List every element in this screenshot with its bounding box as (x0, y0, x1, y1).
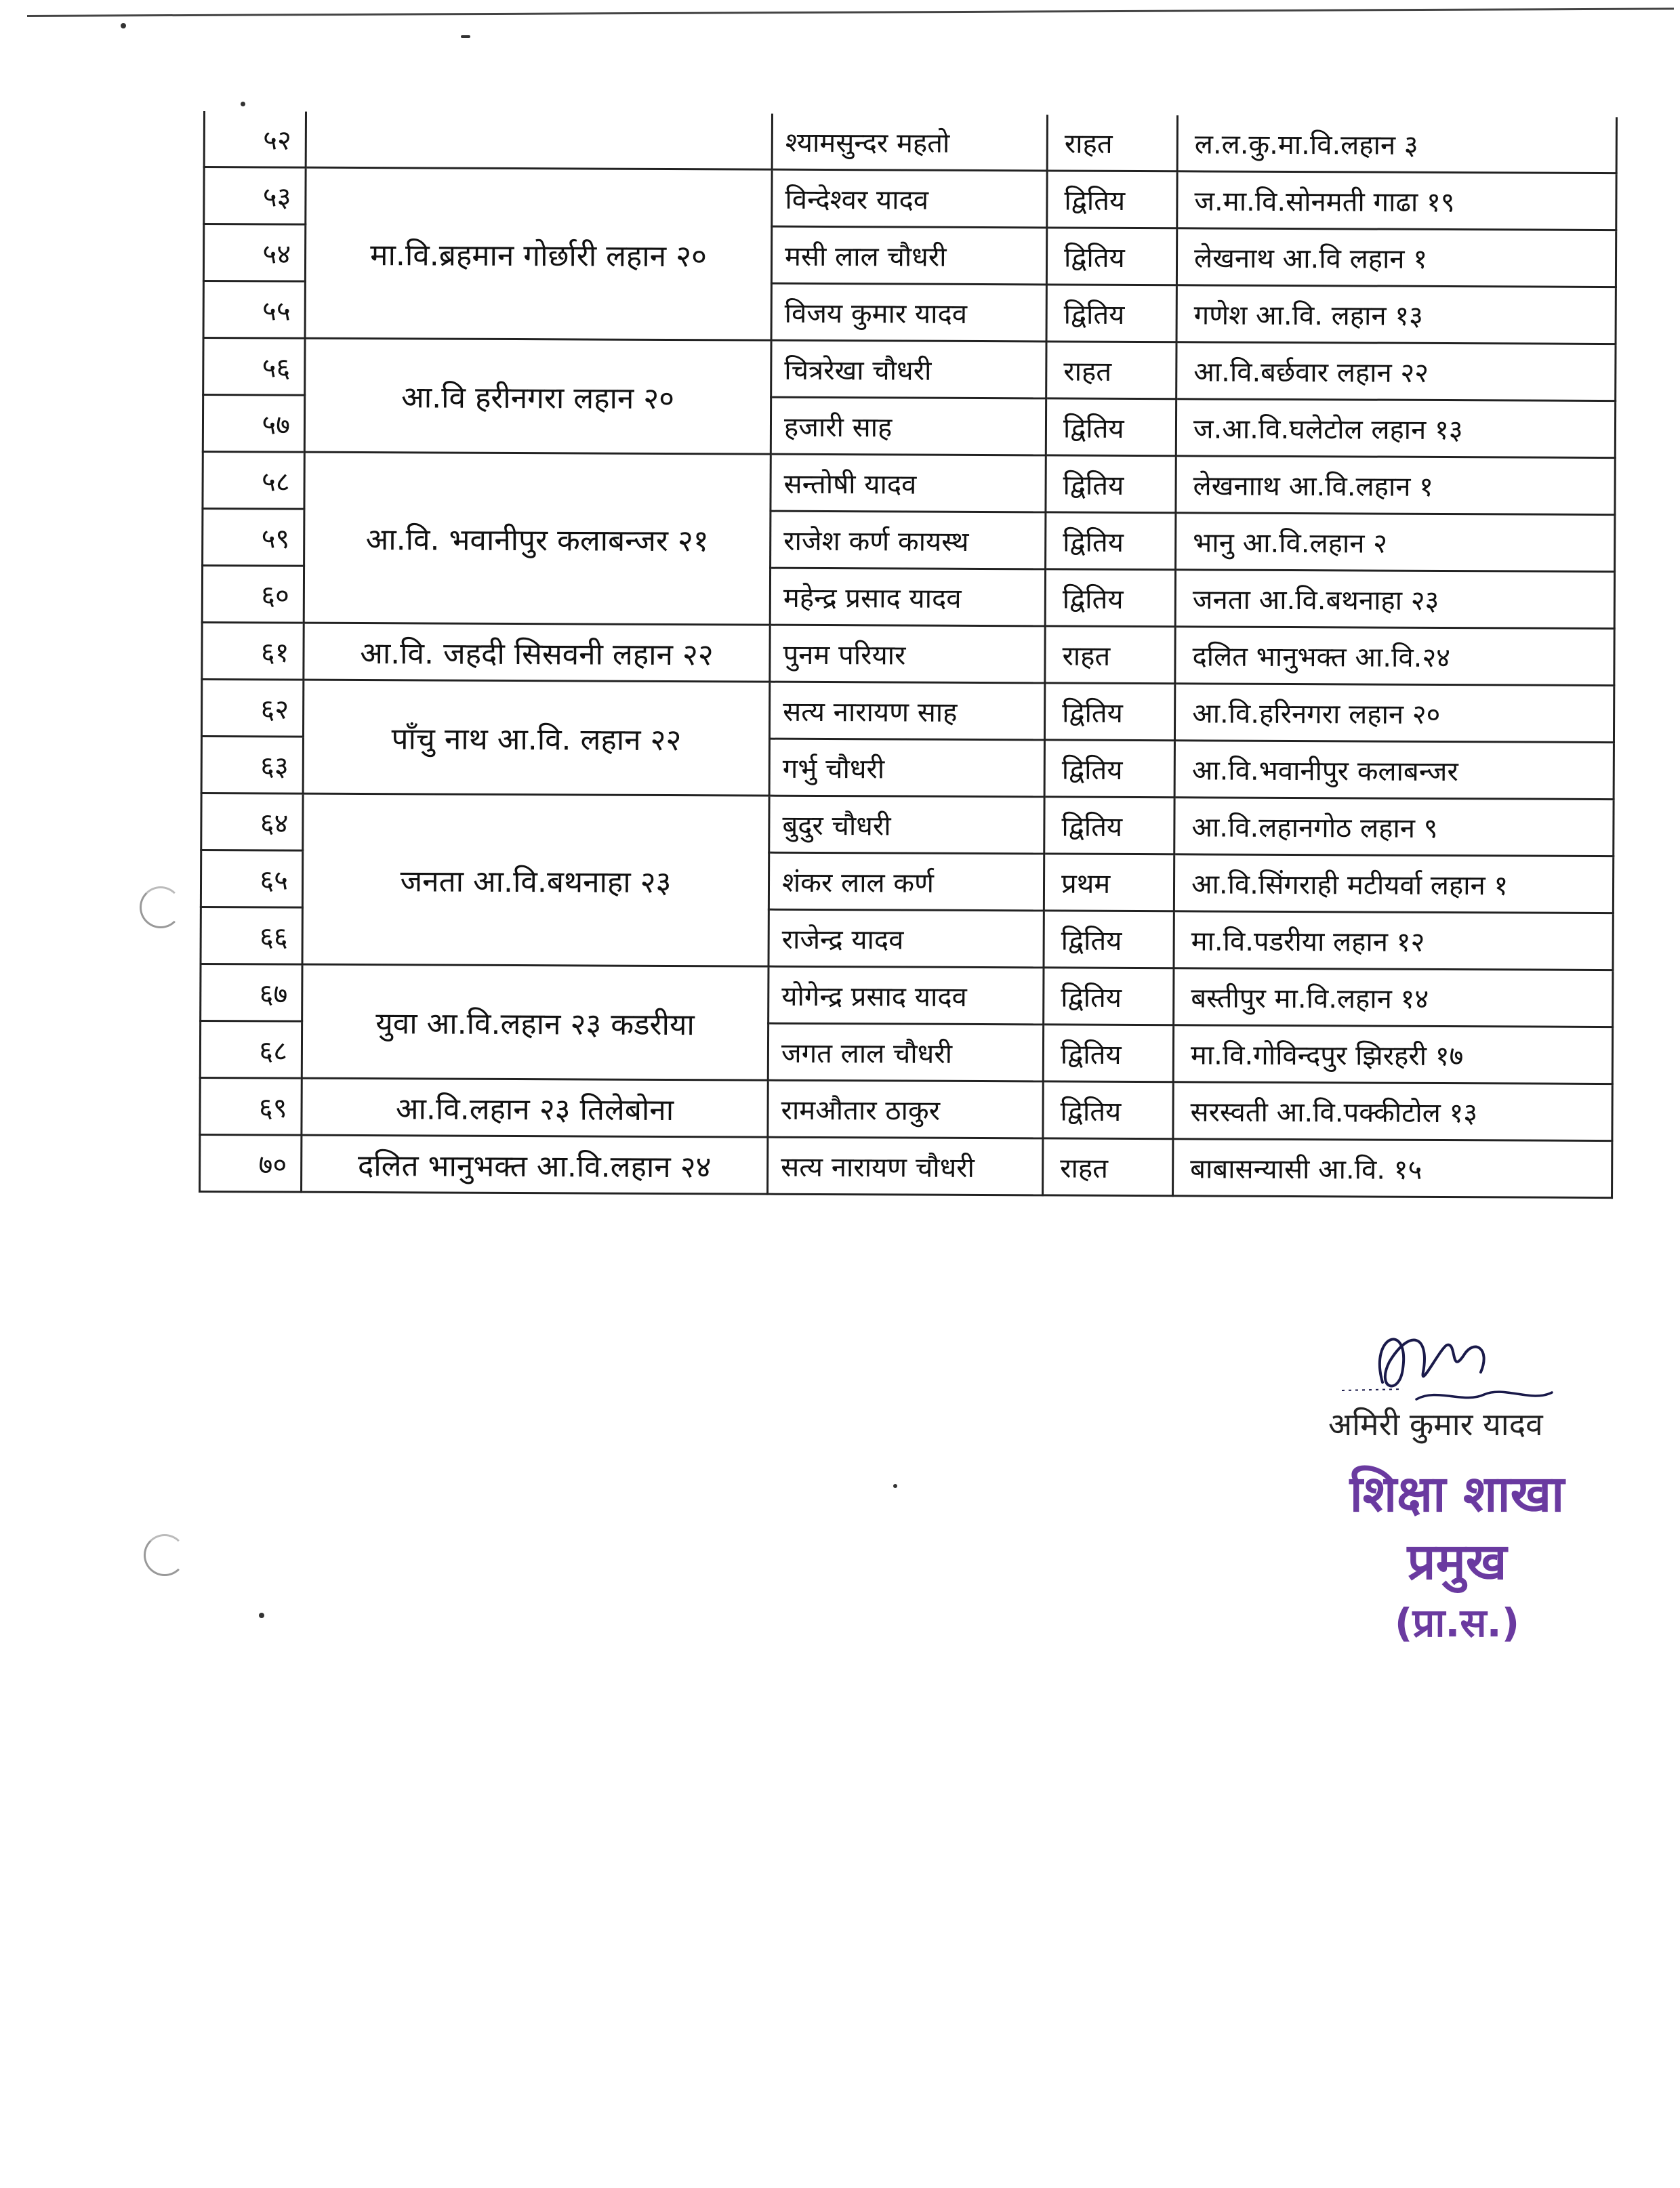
scan-speck (893, 1484, 897, 1488)
teacher-name: श्यामसुन्दर महतो (772, 114, 1047, 171)
teacher-name: चित्ररेखा चौधरी (771, 340, 1046, 398)
school-cell: जनता आ.वि.बथनाहा २३ (302, 793, 769, 966)
school-cell: दलित भानुभक्त आ.वि.लहान २४ (302, 1135, 768, 1194)
row-number: ६५ (201, 850, 302, 907)
school-cell: मा.वि.ब्रहमान गोर्छारी लहान २० (305, 167, 772, 340)
previous-school: बस्तीपुर मा.वि.लहान १४ (1174, 968, 1613, 1027)
row-number: ६६ (201, 907, 302, 964)
teacher-name: गर्भु चौधरी (769, 739, 1044, 797)
teacher-name: हजारी साह (771, 397, 1046, 455)
previous-school: बाबासन्यासी आ.वि. १५ (1173, 1139, 1612, 1198)
row-number: ६९ (200, 1077, 302, 1135)
stamp-subtitle: (प्रा.स.) (1394, 1600, 1520, 1646)
table-row (204, 111, 1616, 173)
previous-school: मा.वि.पडरीया लहान १२ (1174, 911, 1613, 970)
previous-school: दलित भानुभक्त आ.वि.२४ (1175, 627, 1614, 686)
teacher-name: राजेश कर्ण कायस्थ (771, 511, 1046, 569)
table (199, 111, 1618, 1199)
level-cell: राहत (1047, 115, 1177, 171)
table-body (200, 111, 1617, 1198)
teacher-name: शंकर लाल कर्ण (769, 852, 1044, 911)
level-cell: द्वितिय (1043, 1081, 1173, 1139)
school-cell: पाँचु नाथ आ.वि. लहान २२ (303, 680, 770, 796)
level-cell: द्वितिय (1044, 740, 1174, 798)
teacher-name: सत्य नारायण चौधरी (768, 1137, 1043, 1195)
previous-school: आ.वि.बर्छवार लहान २२ (1176, 342, 1616, 401)
school-cell: आ.वि. जहदी सिसवनी लहान २२ (304, 623, 770, 682)
row-number: ५३ (204, 167, 306, 225)
previous-school: आ.वि.लहानगोठ लहान ९ (1174, 798, 1614, 856)
level-cell: द्वितिय (1046, 228, 1176, 285)
level-cell: द्वितिय (1045, 569, 1175, 627)
previous-school: आ.वि.सिंगराही मटीयर्वा लहान १ (1174, 854, 1613, 913)
teacher-name: सन्तोषी यादव (771, 454, 1046, 512)
previous-school: ज.मा.वि.सोनमती गाढा १९ (1177, 171, 1616, 230)
row-number: ७० (200, 1134, 302, 1192)
teacher-name: सत्य नारायण साह (769, 682, 1044, 740)
row-number: ५४ (203, 224, 305, 282)
table-row (201, 964, 1613, 1027)
school-cell: आ.वि. भवानीपुर कलाबन्जर २१ (304, 452, 771, 625)
row-number: ६८ (200, 1020, 302, 1078)
table-row (204, 167, 1616, 230)
level-cell: द्वितिय (1044, 911, 1174, 968)
teacher-name: महेन्द्र प्रसाद यादव (770, 568, 1045, 626)
level-cell: राहत (1043, 1138, 1173, 1196)
level-cell: द्वितिय (1046, 285, 1176, 342)
scan-top-edge-line (27, 7, 1674, 17)
previous-school: ज.आ.वि.घलेटोल लहान १३ (1176, 399, 1615, 458)
previous-school: ल.ल.कु.मा.वि.लहान ३ (1177, 115, 1616, 173)
teacher-name: विन्देश्वर यादव (772, 169, 1047, 228)
scan-speck (259, 1613, 264, 1618)
table-row (203, 338, 1616, 401)
teacher-transfer-table (199, 111, 1616, 1199)
row-number: ५२ (204, 111, 306, 167)
teacher-name: जगत लाल चौधरी (768, 1023, 1043, 1081)
school-cell: आ.वि हरीनगरा लहान २० (304, 338, 771, 454)
level-cell: द्वितिय (1046, 512, 1176, 570)
previous-school: आ.वि.हरिनगरा लहान २० (1174, 684, 1614, 743)
table-row (200, 1077, 1612, 1140)
level-cell: प्रथम (1044, 854, 1174, 911)
teacher-name: योगेन्द्र प्रसाद यादव (769, 966, 1044, 1025)
row-number: ६१ (202, 622, 304, 680)
table-row (201, 679, 1614, 742)
school-cell: युवा आ.वि.लहान २३ कडरीया (302, 964, 769, 1080)
teacher-name: मसी लाल चौधरी (771, 226, 1046, 285)
previous-school: गणेश आ.वि. लहान १३ (1176, 285, 1616, 344)
level-cell: द्वितिय (1046, 398, 1176, 456)
punch-hole-mark (140, 886, 182, 928)
level-cell: द्वितिय (1046, 455, 1176, 513)
previous-school: आ.वि.भवानीपुर कलाबन्जर (1174, 741, 1614, 800)
teacher-name: राजेन्द्र यादव (769, 909, 1044, 968)
teacher-name: रामऔतार ठाकुर (768, 1080, 1043, 1138)
teacher-name: बुदुर चौधरी (769, 796, 1044, 854)
office-stamp (1294, 1460, 1620, 1650)
punch-hole-mark (144, 1534, 186, 1576)
row-number: ५६ (203, 338, 305, 396)
level-cell: द्वितिय (1044, 683, 1174, 741)
table-row (200, 1134, 1612, 1197)
row-number: ६० (202, 566, 304, 623)
school-cell (306, 112, 772, 170)
signatory-name: अमिरी कुमार यादव (1328, 1406, 1543, 1443)
row-number: ६३ (201, 736, 303, 793)
level-cell: द्वितिय (1047, 171, 1177, 228)
level-cell: राहत (1046, 342, 1176, 399)
row-number: ५९ (203, 509, 304, 566)
level-cell: द्वितिय (1044, 968, 1174, 1025)
table-row (201, 793, 1614, 856)
table-row (203, 452, 1615, 515)
level-cell: द्वितिय (1044, 797, 1174, 854)
scan-speck (121, 23, 126, 28)
previous-school: लेखनाथ आ.वि लहान १ (1176, 228, 1616, 287)
previous-school: भानु आ.वि.लहान २ (1176, 513, 1615, 572)
row-number: ५७ (203, 395, 304, 453)
scan-speck (461, 35, 470, 38)
scan-speck (241, 102, 245, 106)
row-number: ६७ (201, 964, 302, 1021)
previous-school: सरस्वती आ.वि.पक्कीटोल १३ (1173, 1082, 1612, 1141)
previous-school: लेखनााथ आ.वि.लहान १ (1176, 456, 1615, 515)
previous-school: मा.वि.गोविन्दपुर झिरहरी १७ (1173, 1025, 1612, 1084)
row-number: ५८ (203, 452, 304, 510)
table-row (202, 622, 1614, 685)
teacher-name: विजय कुमार यादव (771, 283, 1046, 342)
stamp-title: शिक्षा शाखा प्रमुख (1349, 1465, 1565, 1591)
previous-school: जनता आ.वि.बथनाहा २३ (1175, 570, 1614, 629)
row-number: ५५ (203, 281, 305, 339)
row-number: ६४ (201, 793, 303, 850)
school-cell: आ.वि.लहान २३ तिलेबोना (302, 1078, 768, 1137)
teacher-name: पुनम परियार (770, 625, 1045, 683)
level-cell: राहत (1045, 626, 1175, 684)
row-number: ६२ (201, 679, 303, 737)
level-cell: द्वितिय (1043, 1025, 1173, 1082)
